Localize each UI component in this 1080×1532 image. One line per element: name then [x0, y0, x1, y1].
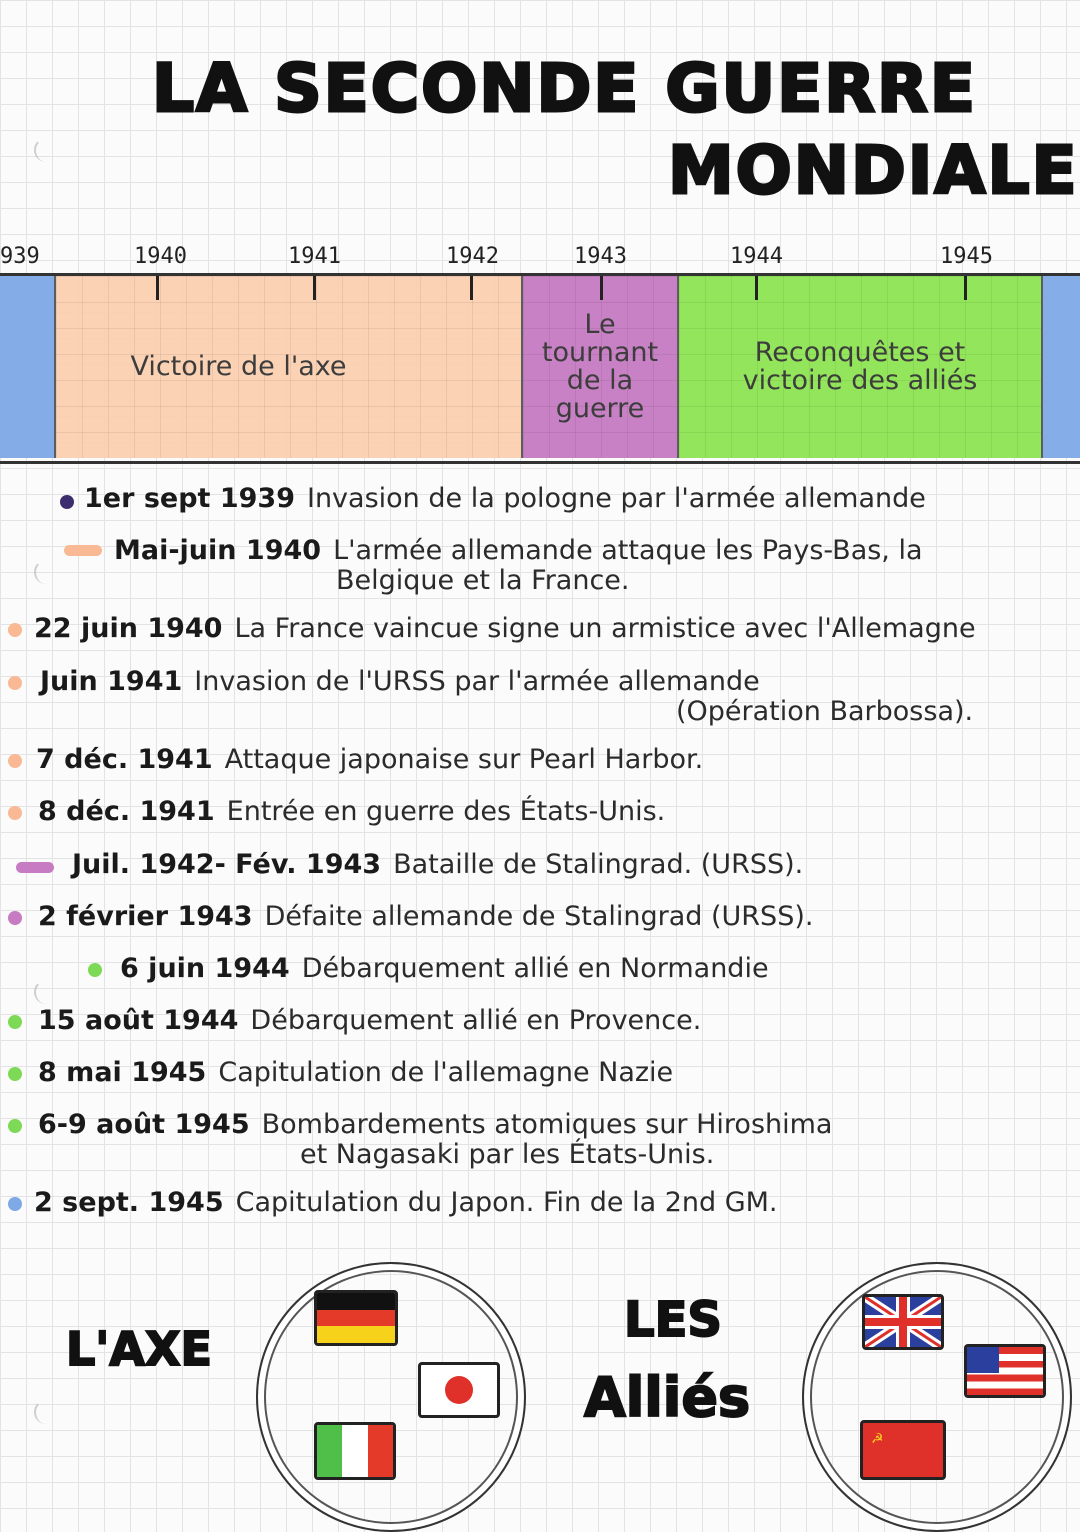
germany-flag	[314, 1290, 398, 1346]
event-marker	[8, 1015, 22, 1029]
uk-flag	[862, 1294, 944, 1350]
event-date: Mai-juin 1940	[114, 535, 322, 566]
event-marker	[8, 1197, 22, 1211]
event-item	[40, 667, 973, 727]
usa-flag	[964, 1344, 1046, 1398]
event-text: Invasion de la pologne par l'armée allemande	[306, 483, 926, 514]
year-label: 1944	[730, 244, 783, 269]
year-label: 1943	[574, 244, 627, 269]
event-date: 8 mai 1945	[38, 1057, 207, 1088]
event-text: Défaite allemande de Stalingrad (URSS).	[264, 901, 814, 932]
event-date: 2 sept. 1945	[34, 1187, 224, 1218]
event-text-continued: (Opération Barbossa).	[676, 696, 974, 727]
page-title-line2: MONDIALE	[668, 132, 1079, 209]
event-text: Bataille de Stalingrad. (URSS).	[393, 849, 804, 880]
binder-hole	[34, 1400, 58, 1424]
period-label: Le tournant de la guerre	[541, 309, 659, 424]
binder-hole	[34, 980, 58, 1004]
event-date: Juil. 1942- Fév. 1943	[72, 849, 382, 880]
year-label: 1941	[288, 244, 341, 269]
period-axis-victory	[56, 276, 523, 458]
event-text: Invasion de l'URSS par l'armée allemande	[194, 666, 760, 697]
page-title: LA SECONDE GUERRE	[152, 50, 977, 127]
event-text: L'armée allemande attaque les Pays-Bas, la	[333, 535, 923, 566]
event-marker	[8, 806, 22, 820]
hammer-sickle-icon: ☭	[871, 1431, 884, 1447]
event-marker	[88, 963, 102, 977]
event-marker	[16, 862, 54, 873]
event-marker	[8, 754, 22, 768]
event-item	[120, 954, 769, 984]
event-text: Bombardements atomiques sur Hiroshima	[261, 1109, 833, 1140]
period-turning-point	[523, 276, 679, 458]
event-item	[72, 850, 803, 880]
event-item	[36, 745, 703, 775]
event-item	[38, 902, 813, 932]
event-date: 2 février 1943	[38, 901, 253, 932]
binder-hole	[34, 138, 58, 162]
event-date: 8 déc. 1941	[38, 796, 215, 827]
year-tick	[156, 276, 159, 300]
event-marker	[8, 911, 22, 925]
allies-group-title-line2: Alliés	[584, 1366, 751, 1429]
event-text-continued: et Nagasaki par les États-Unis.	[300, 1139, 715, 1170]
event-item	[34, 614, 976, 644]
uk-flag-crosses	[865, 1297, 941, 1347]
event-date: 1er sept 1939	[84, 483, 295, 514]
event-item	[114, 536, 923, 596]
event-text: Débarquement allié en Provence.	[250, 1005, 702, 1036]
event-text: Débarquement allié en Normandie	[301, 953, 769, 984]
event-text: Entrée en guerre des États-Unis.	[226, 796, 666, 827]
period-label: Victoire de l'axe	[130, 351, 347, 382]
event-text-continued: Belgique et la France.	[336, 565, 630, 596]
italy-flag	[314, 1422, 396, 1480]
axis-group-title: L'AXE	[66, 1322, 212, 1376]
period-label: Reconquêtes et victoire des alliés	[742, 337, 978, 396]
event-date: Juin 1941	[40, 666, 183, 697]
event-date: 6-9 août 1945	[38, 1109, 250, 1140]
year-label: 1940	[134, 244, 187, 269]
timeline-edge-end	[1043, 276, 1080, 458]
period-allied-victory	[679, 276, 1043, 458]
event-date: 22 juin 1940	[34, 613, 223, 644]
allies-group-title: LES	[624, 1292, 722, 1348]
event-item	[38, 1006, 701, 1036]
event-marker	[8, 676, 22, 690]
event-text: La France vaincue signe un armistice avec l'Allemagne	[234, 613, 976, 644]
event-date: 15 août 1944	[38, 1005, 239, 1036]
japan-flag	[418, 1362, 500, 1418]
binder-hole	[34, 560, 58, 584]
event-date: 7 déc. 1941	[36, 744, 213, 775]
year-label: 1945	[940, 244, 993, 269]
year-tick	[964, 276, 967, 300]
event-marker	[8, 1067, 22, 1081]
year-label: 939	[0, 244, 40, 269]
event-marker	[8, 623, 22, 637]
event-date: 6 juin 1944	[120, 953, 290, 984]
event-item	[38, 1110, 832, 1170]
event-marker	[64, 545, 102, 556]
event-item	[38, 1058, 673, 1088]
ussr-flag	[860, 1420, 946, 1480]
year-label: 1942	[446, 244, 499, 269]
event-text: Capitulation de l'allemagne Nazie	[218, 1057, 674, 1088]
event-item	[84, 484, 926, 514]
year-tick	[470, 276, 473, 300]
event-item	[34, 1188, 778, 1218]
event-marker	[60, 495, 74, 509]
event-text: Capitulation du Japon. Fin de la 2nd GM.	[235, 1187, 778, 1218]
event-text: Attaque japonaise sur Pearl Harbor.	[224, 744, 704, 775]
event-marker	[8, 1119, 22, 1133]
year-tick	[600, 276, 603, 300]
timeline-edge-start	[0, 276, 56, 458]
year-tick	[755, 276, 758, 300]
year-tick	[313, 276, 316, 300]
event-item	[38, 797, 665, 827]
